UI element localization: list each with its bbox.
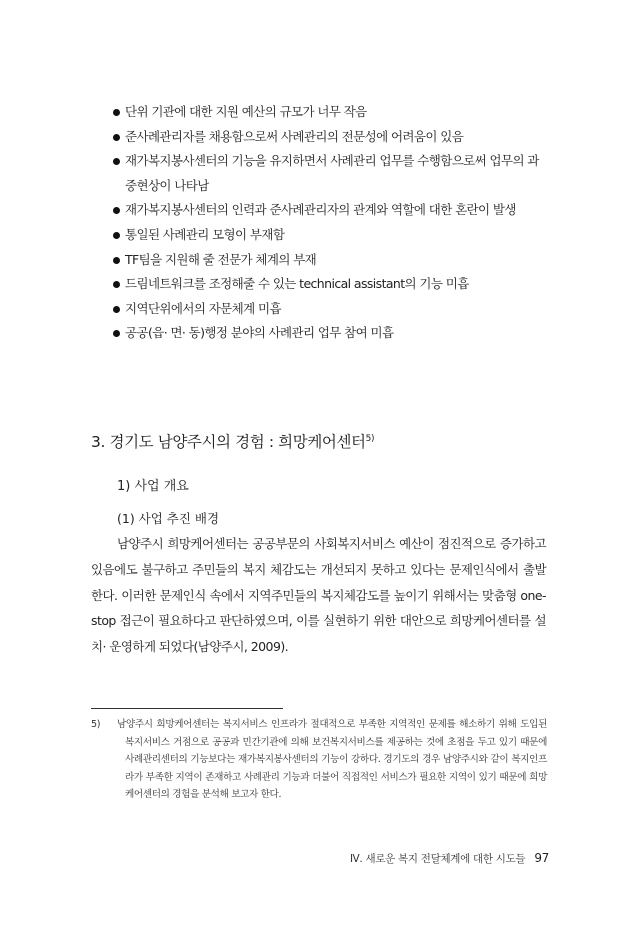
bullet-dot-icon <box>113 158 120 165</box>
bullet-dot-icon <box>113 109 120 116</box>
page-number: 97 <box>534 851 549 865</box>
bullet-item: 지역단위에서의 자문체계 미흡 <box>113 297 543 322</box>
bullet-item: 재가복지봉사센터의 인력과 준사례관리자의 관계와 역할에 대한 혼란이 발생 <box>113 198 543 223</box>
running-footer <box>350 851 549 866</box>
bullet-item: 통일된 사례관리 모형이 부재함 <box>113 223 543 248</box>
section-title <box>91 430 374 452</box>
bullet-dot-icon <box>113 257 120 264</box>
subsection-title: 1) 사업 개요 <box>117 479 189 494</box>
footnote-reference[interactable]: 5) <box>365 434 375 444</box>
body-paragraph: 남양주시 희망케어센터는 공공부문의 사회복지서비스 예산이 점진적으로 증가하고 있음에도 불구하고 주민들의 복지 체감도는 개선되지 못하고 있다는 문제인식에서 출발한다. 이러한 문제인식 속에서 지역주민들의 복지체감도를 높이기 위해서는 맞춤형 one-stop 접근이 필요하다고 판단하였으며, 이를 실현하기 위한 대안으로 희망케어센터를 설치· 운영하게 되었다(남양주시, 2009). <box>91 536 546 655</box>
bullet-dot-icon <box>113 232 120 239</box>
footnote <box>91 716 547 804</box>
footnote-divider <box>91 708 283 709</box>
bullet-item: 준사례관리자를 채용함으로써 사례관리의 전문성에 어려움이 있음 <box>113 125 543 150</box>
bullet-item: 공공(읍· 면· 동)행정 분야의 사례관리 업무 참여 미흡 <box>113 321 543 346</box>
chapter-title: Ⅳ. 새로운 복지 전달체계에 대한 시도들 <box>350 853 526 865</box>
bullet-item: 재가복지봉사센터의 기능을 유지하면서 사례관리 업무를 수행함으로써 업무의 과중현상이 나타남 <box>113 149 543 198</box>
section-title-text: 3. 경기도 남양주시의 경험 : 희망케어센터 <box>91 433 366 451</box>
footnote-text: 남양주시 희망케어센터는 복지서비스 인프라가 절대적으로 부족한 지역적인 문제를 해소하기 위해 도입된 복지서비스 거점으로 공공과 민간기관에 의해 보건복지서비스를 제공하는 것에 초점을 두고 있기 때문에 사례관리센터의 기능보다는 재가복지봉사센터의 기능이 강하다. 경기도의 경우 남양주시와 같이 복지인프라가 부족한 지역이 존재하고 사례관리 기능과 더불어 직접적인 서비스가 필요한 지역이 있기 때문에 희망케어센터의 경험을 분석해 보고자 한다. <box>117 719 547 801</box>
bullet-dot-icon <box>113 207 120 214</box>
bullet-dot-icon <box>113 306 120 313</box>
bullet-dot-icon <box>113 134 120 141</box>
bullet-item: TF팀을 지원해 줄 전문가 체계의 부재 <box>113 248 543 273</box>
bullet-dot-icon <box>113 281 120 288</box>
bullet-item: 드림네트워크를 조정해줄 수 있는 technical assistant의 기능 미흡 <box>113 272 543 297</box>
issue-bullet-list <box>113 100 543 346</box>
footnote-number: 5) <box>91 719 101 730</box>
bullet-dot-icon <box>113 330 120 337</box>
bullet-item: 단위 기관에 대한 지원 예산의 규모가 너무 작음 <box>113 100 543 125</box>
subsubsection-title: (1) 사업 추진 배경 <box>117 511 220 526</box>
